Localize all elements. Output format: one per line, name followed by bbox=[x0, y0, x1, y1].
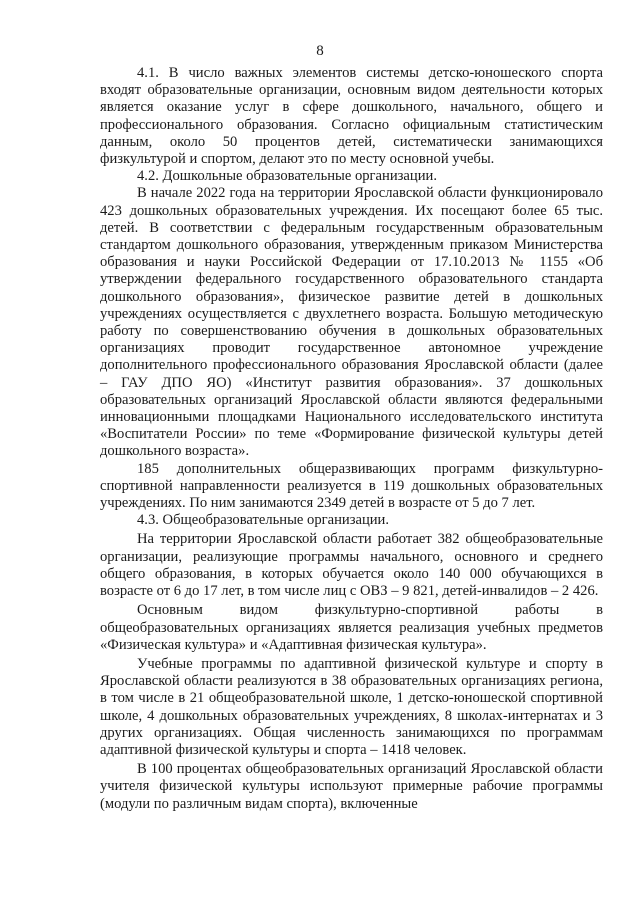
paragraph-teachers-programs: В 100 процентах общеобразовательных организаций Ярославской области учителя физической культуры используют примерные рабочие программы (модули по различным видам спорта), включенные bbox=[100, 761, 603, 812]
paragraph-preschool-programs: 185 дополнительных общеразвивающих программ физкультурно-спортивной направленности реализуется в 119 дошкольных образовательных учреждениях. По ним занимаются 2349 детей в возрасте от 5 до 7 лет. bbox=[100, 460, 603, 512]
paragraph-preschool-overview: В начале 2022 года на территории Ярославской области функционировало 423 дошкольных образовательных учреждения. Их посещают более 65 тыс. детей. В соответствии с федеральным государственным образовательным стандартом дошкольного образования, утвержденным приказом Министерства образования и науки Российской Федерации от 17.10.2013 № 1155 «Об утверждении федерального государственного образовательного стандарта дошкольного образования», физическое развитие детей в дошкольных учреждениях осуществляется с двухлетнего возраста. Большую методическую работу по совершенствованию обучения в дошкольных образовательных организациях проводит государственное автономное учреждение дополнительного профессионального образования Ярославской области (далее – ГАУ ДПО ЯО) «Институт развития образования». 37 дошкольных образовательных организаций Ярославской области являются федеральными инновационными площадками Национального исследовательского института «Воспитатели России» по теме «Формирование физической культуры детей дошкольного возраста». bbox=[100, 185, 603, 460]
heading-4-2: 4.2. Дошкольные образовательные организации. bbox=[137, 168, 437, 185]
page-number: 8 bbox=[316, 43, 324, 59]
paragraph-general-education: На территории Ярославской области работает 382 общеобразовательные организации, реализующие программы начального, основного и среднего общего образования, в которых обучается около 140 000 обучающихся в возрасте от 6 до 17 лет, в том числе лиц с ОВЗ – 9 821, детей-инвалидов – 2 426. bbox=[100, 531, 603, 600]
paragraph-4-1: 4.1. В число важных элементов системы детско-юношеского спорта входят образовательные организации, основным видом деятельности которых является оказание услуг в сфере дошкольного, начального, общего и профессионального образования. Согласно официальным статистическим данным, около 50 процентов детей, систематически занимающихся физкультурой и спортом, делают это по месту основной учебы. bbox=[100, 65, 603, 168]
heading-4-3: 4.3. Общеобразовательные организации. bbox=[137, 512, 390, 529]
document-body bbox=[100, 65, 603, 813]
paragraph-main-activity: Основным видом физкультурно-спортивной работы в общеобразовательных организациях является реализация учебных предметов «Физическая культура» и «Адаптивная физическая культура». bbox=[100, 602, 603, 653]
paragraph-adaptive-programs: Учебные программы по адаптивной физической культуре и спорту в Ярославской области реализуются в 38 образовательных организациях региона, в том числе в 21 общеобразовательной школе, 1 детско-юношеской спортивной школе, 4 дошкольных образовательных учреждениях, 8 школах-интернатах и 3 других организациях. Общая численность занимающихся по программам адаптивной физической культуры и спорта – 1418 человек. bbox=[100, 655, 603, 758]
